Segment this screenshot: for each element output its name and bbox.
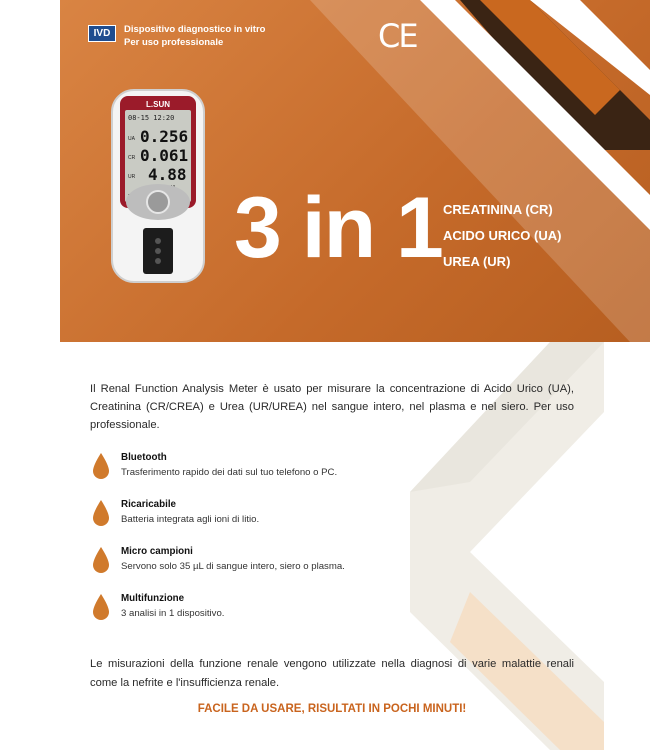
device-reading-1: 0.256: [140, 127, 189, 146]
device-reading-3: 4.88: [148, 165, 187, 184]
drop-icon: [92, 499, 110, 527]
tagline: FACILE DA USARE, RISULTATI IN POCHI MINUTI!: [197, 703, 467, 715]
ivd-line-2: Per uso professionale: [124, 37, 224, 48]
intro-paragraph: Il Renal Function Analysis Meter è usato per misurare la concentrazione di Acido Urico (UA), Creatinina (CR/CREA) e Urea (UR/UREA) nel sangue intero, nel plasma e nel siero. Per uso professionale.: [90, 383, 574, 431]
analyte-creatinine: CREATININA (CR): [443, 202, 553, 217]
feature-title: Micro campioni: [121, 546, 193, 557]
feature-title: Ricaricabile: [121, 499, 177, 510]
ce-mark: CE: [378, 17, 417, 55]
feature-description: Batteria integrata agli ioni di litio.: [121, 514, 260, 525]
feature-description: Trasferimento rapido dei dati sul tuo telefono o PC.: [121, 467, 338, 478]
analyte-urea: UREA (UR): [443, 254, 511, 269]
hero-banner: [60, 0, 650, 342]
ivd-badge: IVD: [88, 25, 116, 42]
device-label-cr: CR: [128, 155, 136, 161]
drop-icon: [92, 546, 110, 574]
analyte-list: [443, 197, 561, 275]
device-reading-2: 0.061: [140, 146, 189, 165]
ivd-description: [124, 23, 265, 49]
device-brand: L.SUN: [146, 100, 170, 109]
drop-icon: [92, 593, 110, 621]
analyte-uric-acid: ACIDO URICO (UA): [443, 228, 562, 243]
meter-device-image: [110, 88, 206, 284]
device-label-ua: UA: [128, 136, 135, 142]
feature-title: Bluetooth: [121, 452, 167, 463]
ivd-line-1: Dispositivo diagnostico in vitro: [124, 24, 266, 35]
drop-icon: [92, 452, 110, 480]
feature-title: Multifunzione: [121, 593, 185, 604]
feature-description: 3 analisi in 1 dispositivo.: [121, 608, 225, 619]
feature-description: Servono solo 35 µL di sangue intero, siero o plasma.: [121, 561, 345, 572]
device-screen-date: 08-15 12:20: [128, 114, 175, 122]
outro-paragraph: Le misurazioni della funzione renale vengono utilizzate nella diagnosi di varie malattie renali come la nefrite e l'insufficienza renale.: [90, 658, 574, 689]
device-label-ur: UR: [128, 174, 136, 180]
headline-3-in-1: 3 in 1: [234, 180, 442, 276]
